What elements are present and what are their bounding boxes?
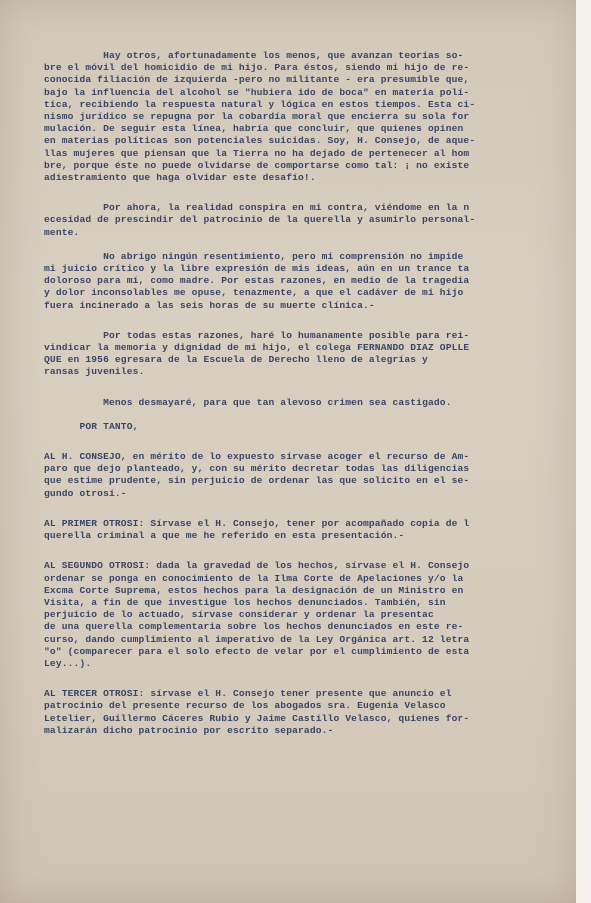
paragraph-reality: Por ahora, la realidad conspira en mi contra, viéndome en la n ecesidad de prescindir del patrocinio de la querella y asumirlo personal- mente. (44, 202, 476, 238)
segundo-otrosi: AL SEGUNDO OTROSI: dada la gravedad de los hechos, sírvase el H. Consejo ordenar se ponga en conocimiento de la Ilma Corte de Apelaciones y/o la Excma Corte Suprema, estos hechos para la designación de un Ministro en Visita, a fin de que investigue los hechos denunciados. También, sin perjuicio de lo actuado, sírvase considerar y ordenar la presentac de una querella complementaria sobre los hechos denunciados en este re- curso, dando cumplimiento al imperativo de la Ley Orgánica art. 12 letra "o" (comparecer para el solo efecto de velar por el cumplimiento de esta Ley...). (44, 560, 470, 669)
tercer-otrosi: AL TERCER OTROSI: sírvase el H. Consejo tener presente que anuncio el patrocinio del presente recurso de los abogados sra. Eugenia Velasco Letelier, Guillermo Cáceres Rubio y Jaime Castillo Velasco, quienes for- malizarán dicho patrocinio por escrito separado.- (44, 688, 470, 736)
paragraph-theories: Hay otros, afortunadamente los menos, que avanzan teorías so- bre el móvil del homicidio de mi hijo. Para éstos, siendo mi hijo de re- conocida filiación de izquierda -pero no militante - era presumible que, bajo la influencia del alcohol se "hubiera ido de boca" en materia polí- tica, recibiendo la respuesta natural y lógica en estos tiempos. Esta ci- nismo jurídico se repugna por la cobardía moral que encierra su sola for mulación. De seguir esta línea, habría que concluir, que quienes opinen en materias políticas son potenciales suicidas. Soy, H. Consejo, de aque- llas mujeres que piensan que la Tierra no ha dejado de pertenecer al hom bre, porque éste no puede olvidarse de comportarse como tal: ¡ no existe adiestramiento que haga olvidar este desafío!. (44, 50, 476, 184)
paragraph-castigo: Menos desmayaré, para que tan alevoso crimen sea castigado. (44, 396, 452, 408)
primer-otrosi: AL PRIMER OTROSI: Sírvase el H. Consejo, tener por acompañado copia de l querella criminal a que me he referido en esta presentación.- (44, 517, 470, 542)
petition-consejo: AL H. CONSEJO, en mérito de lo expuesto sírvase acoger el recurso de Am- paro que dejo planteado, y, con su mérito decretar todas las diligencias que estime prudente, sin perjuicio de ordenar las que solicito en el se- gundo otrosí.- (44, 451, 470, 499)
document-body (44, 50, 582, 737)
paragraph-resentment: No abrigo ningún resentimiento, pero mi comprensión no impide mi juicio crítico y la libre expresión de mis ideas, aún en un trance ta doloroso para mí, como madre. Por estas razones, en medio de la tragedia y dolor inconsolables me opuse, tenazmente, a que el cadáver de mi hijo fuera incinerado a las seis horas de su muerte clínica.- (44, 250, 470, 311)
por-tanto-heading: POR TANTO, (44, 420, 139, 432)
paragraph-reasons: Por todas estas razones, haré lo humanamente posible para rei- vindicar la memoria y dignidad de mi hijo, el colega FERNANDO DIAZ OPLLE QUE en 1956 egresara de la Escuela de Derecho lleno de alegrías y ransas juveniles. (44, 329, 470, 378)
